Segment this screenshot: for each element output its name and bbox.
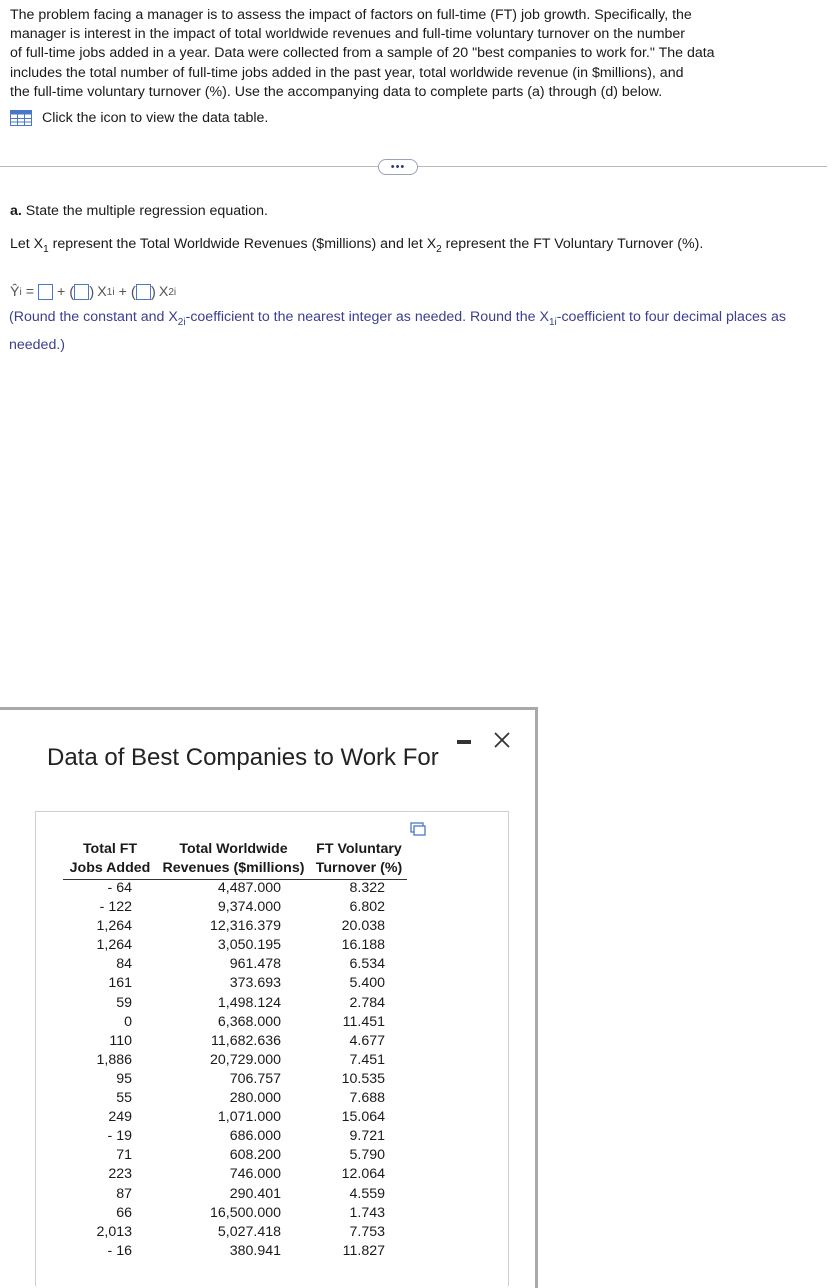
header-revenues [156, 840, 311, 878]
cell-jobs-added: 66 [116, 1204, 132, 1221]
cell-jobs-added: - 122 [99, 899, 132, 916]
header-turnover-line1: FT Voluntary [316, 841, 402, 857]
cell-revenues: 20,729.000 [209, 1051, 281, 1068]
cell-turnover: 7.753 [349, 1223, 385, 1240]
minimize-icon[interactable] [457, 740, 471, 744]
cell-revenues: 6,368.000 [217, 1013, 281, 1030]
yhat-symbol: Ŷ [10, 284, 20, 300]
open-paren-1: ( [69, 283, 75, 301]
cell-revenues: 961.478 [229, 956, 281, 973]
cell-turnover: 5.400 [349, 975, 385, 992]
cell-revenues: 5,027.418 [217, 1223, 281, 1240]
cell-revenues: 280.000 [229, 1090, 281, 1107]
cell-turnover: 10.535 [341, 1070, 385, 1087]
cell-revenues: 12,316.379 [209, 918, 281, 935]
cell-revenues: 608.200 [229, 1147, 281, 1164]
cell-jobs-added: 161 [108, 975, 132, 992]
problem-text: The problem facing a manager is to assess the impact of factors on full-time (FT) job growth. Specifically, the manager is interest in the impact of total worldwide revenues and full-time voluntary turnover on the number of full-time jobs added in a year. Data were collected from a sample of 20 "best companies to work for." The data includes the total number of full-time jobs added in the past year, total worldwide revenue (in $millions), and the full-time voluntary turnover (%). Use the accompanying data to complete parts (a) through (d) below. [10, 7, 715, 100]
round-note-sub-2: 1i [548, 316, 557, 328]
cell-jobs-added: 249 [108, 1109, 132, 1126]
cell-turnover: 8.322 [349, 880, 385, 896]
cell-jobs-added: 0 [124, 1013, 132, 1030]
cell-turnover: 11.827 [342, 1242, 385, 1259]
header-jobs-line1: Total FT [82, 841, 138, 857]
view-data-table-link[interactable] [10, 108, 268, 128]
cell-revenues: 686.000 [229, 1128, 281, 1145]
cell-revenues: 16,500.000 [209, 1204, 281, 1221]
cell-turnover: 4.677 [349, 1032, 385, 1049]
variable-definition [10, 236, 703, 255]
cell-revenues: 11,682.636 [211, 1032, 281, 1049]
cell-jobs-added: 1,264 [96, 937, 132, 954]
dialog-title: Data of Best Companies to Work For [47, 744, 439, 771]
regression-equation [10, 282, 176, 302]
cell-turnover: 7.451 [349, 1051, 385, 1068]
rounding-instructions [9, 306, 809, 357]
grid-icon[interactable] [10, 110, 32, 126]
problem-statement [10, 6, 800, 102]
round-note-text-2: -coefficient to the nearest integer as needed. Round the X [185, 309, 549, 325]
x1-term: X [97, 284, 107, 300]
plus-sign-2: + [118, 284, 127, 300]
cell-revenues: 1,071.000 [217, 1109, 281, 1126]
cell-revenues: 4,487.000 [217, 880, 281, 896]
cell-turnover: 2.784 [349, 994, 385, 1011]
cell-turnover: 1.743 [349, 1204, 385, 1221]
round-note-text-3: -coefficient to four decimal places as needed.) [9, 309, 786, 353]
part-a-heading [10, 203, 268, 219]
cell-turnover: 9.721 [349, 1128, 385, 1145]
header-revenues-line1: Total Worldwide [179, 841, 288, 857]
let-x-text-2: represent the Total Worldwide Revenues ($millions) and let X [48, 236, 437, 252]
yhat-subscript: i [19, 286, 22, 298]
expand-more-button[interactable]: ••• [378, 159, 418, 175]
cell-jobs-added: - 16 [107, 1242, 132, 1259]
cell-turnover: 11.451 [342, 1013, 385, 1030]
cell-jobs-added: 59 [116, 994, 132, 1011]
cell-revenues: 706.757 [229, 1070, 281, 1087]
x1-term-subscript: 1i [106, 286, 115, 298]
header-revenues-line2: Revenues ($millions) [162, 860, 305, 876]
cell-turnover: 12.064 [341, 1166, 385, 1183]
column-turnover [320, 879, 385, 1261]
x2-term: X [158, 284, 169, 300]
cell-revenues: 380.941 [229, 1242, 281, 1259]
cell-turnover: 6.534 [349, 956, 385, 973]
part-a-text: State the multiple regression equation. [25, 203, 268, 219]
cell-revenues: 3,050.195 [217, 937, 281, 954]
close-paren-2: ) [150, 283, 156, 301]
cell-revenues: 9,374.000 [217, 899, 281, 916]
x1-subscript: 1 [43, 243, 49, 255]
constant-input[interactable] [38, 284, 53, 300]
round-note-sub-1: 2i [177, 316, 186, 328]
x2-subscript: 2 [436, 243, 442, 255]
equals-sign: = [25, 284, 34, 300]
cell-jobs-added: - 64 [107, 880, 132, 896]
cell-jobs-added: 1,264 [96, 918, 132, 935]
cell-jobs-added: 1,886 [96, 1051, 132, 1068]
cell-jobs-added: 110 [109, 1032, 132, 1049]
cell-turnover: 4.559 [349, 1185, 385, 1202]
cell-jobs-added: 2,013 [96, 1223, 132, 1240]
cell-turnover: 5.790 [349, 1147, 385, 1164]
close-paren-1: ) [89, 283, 95, 301]
cell-turnover: 15.064 [341, 1109, 385, 1126]
view-data-table-label[interactable]: Click the icon to view the data table. [42, 110, 269, 126]
cell-turnover: 16.188 [341, 937, 385, 954]
cell-revenues: 373.693 [229, 975, 281, 992]
plus-sign-1: + [57, 284, 66, 300]
cell-turnover: 20.038 [341, 918, 385, 935]
cell-jobs-added: 87 [116, 1185, 132, 1202]
column-revenues [180, 879, 281, 1261]
header-jobs-added [64, 840, 156, 878]
open-paren-2: ( [130, 283, 136, 301]
cell-turnover: 7.688 [349, 1090, 385, 1107]
cell-revenues: 290.401 [229, 1185, 281, 1202]
cell-jobs-added: 84 [116, 956, 132, 973]
x2-term-subscript: 2i [168, 286, 177, 298]
copy-icon[interactable] [410, 822, 426, 836]
let-x-text-1: Let X [10, 236, 44, 252]
x1-coefficient-input[interactable] [74, 284, 89, 300]
header-jobs-line2: Jobs Added [69, 860, 151, 876]
header-turnover-line2: Turnover (%) [315, 860, 403, 876]
close-icon[interactable] [492, 730, 512, 750]
round-note-text-1: (Round the constant and X [9, 309, 178, 325]
cell-jobs-added: 71 [116, 1147, 132, 1164]
cell-jobs-added: 95 [116, 1070, 132, 1087]
cell-revenues: 1,498.124 [217, 994, 281, 1011]
part-a-letter: a. [10, 203, 22, 219]
cell-jobs-added: - 19 [107, 1128, 132, 1145]
header-turnover [311, 840, 407, 878]
x2-coefficient-input[interactable] [136, 284, 151, 300]
cell-turnover: 6.802 [349, 899, 385, 916]
column-jobs-added [70, 879, 132, 1261]
let-x-text-3: represent the FT Voluntary Turnover (%). [441, 236, 704, 252]
cell-revenues: 746.000 [229, 1166, 281, 1183]
cell-jobs-added: 55 [116, 1090, 132, 1107]
cell-jobs-added: 223 [108, 1166, 132, 1183]
